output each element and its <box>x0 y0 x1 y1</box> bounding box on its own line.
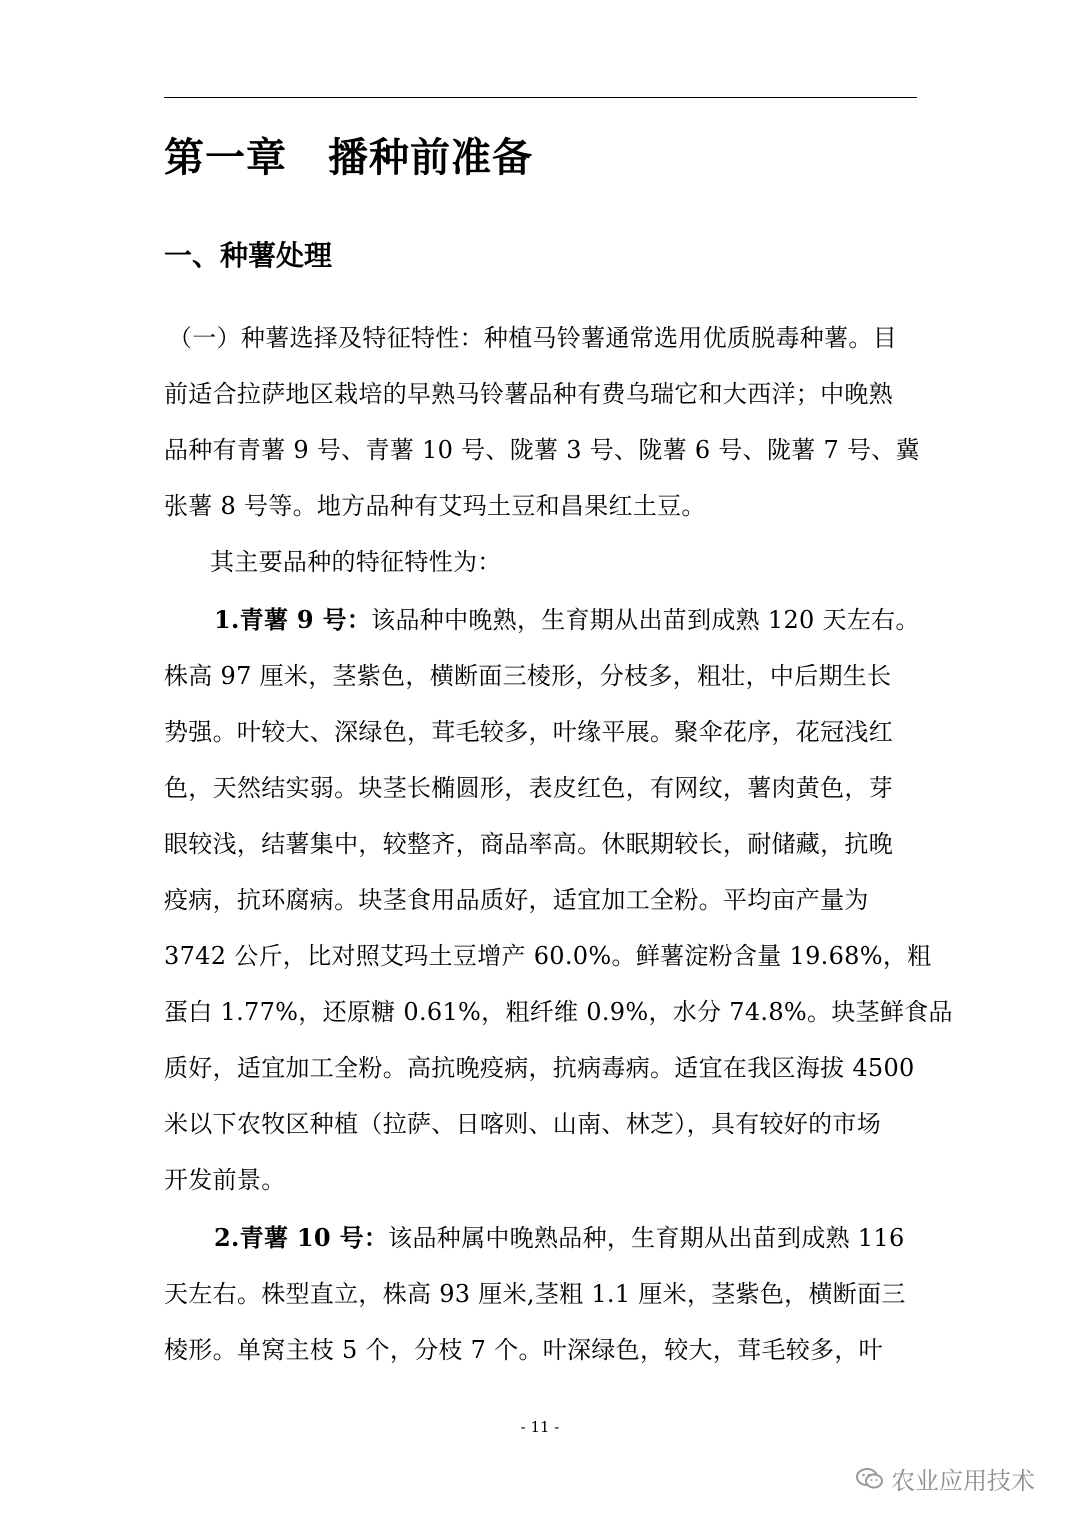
intro-line: （一）种薯选择及特征特性：种植马铃薯通常选用优质脱毒种薯。目 <box>168 324 897 352</box>
main-traits-line: 其主要品种的特征特性为： <box>210 548 502 576</box>
variety1-first-line <box>214 606 920 635</box>
intro-line: 前适合拉萨地区栽培的早熟马铃薯品种有费乌瑞它和大西洋；中晚熟 <box>164 380 893 408</box>
variety2-line: 棱形。单窝主枝 5 个，分枝 7 个。叶深绿色，较大，茸毛较多，叶 <box>164 1336 883 1364</box>
header-rule <box>164 97 917 98</box>
variety2-first-line-text: 该品种属中晚熟品种，生育期从出苗到成熟 116 <box>388 1224 905 1252</box>
variety1-heading: 1.青薯 9 号： <box>214 605 372 634</box>
page-number: - 11 - <box>520 1418 560 1436</box>
variety1-line: 疫病，抗环腐病。块茎食用品质好，适宜加工全粉。平均亩产量为 <box>164 886 869 914</box>
intro-line: 张薯 8 号等。地方品种有艾玛土豆和昌果红土豆。 <box>164 492 706 520</box>
variety1-line: 株高 97 厘米，茎紫色，横断面三棱形，分枝多，粗壮，中后期生长 <box>164 662 892 690</box>
variety1-first-line-text: 该品种中晚熟，生育期从出苗到成熟 120 天左右。 <box>371 606 920 634</box>
variety1-line: 蛋白 1.77%，还原糖 0.61%，粗纤维 0.9%，水分 74.8%。块茎鲜食品 <box>164 998 953 1026</box>
variety1-line: 3742 公斤，比对照艾玛土豆增产 60.0%。鲜薯淀粉含量 19.68%，粗 <box>164 942 932 970</box>
watermark-text: 农业应用技术 <box>891 1467 1035 1495</box>
variety1-line: 米以下农牧区种植（拉萨、日喀则、山南、林芝），具有较好的市场 <box>164 1110 881 1138</box>
variety2-line: 天左右。株型直立，株高 93 厘米,茎粗 1.1 厘米，茎紫色，横断面三 <box>164 1280 906 1308</box>
wechat-icon <box>855 1466 885 1492</box>
section-title: 一、种薯处理 <box>164 239 333 272</box>
variety2-heading: 2.青薯 10 号： <box>214 1223 389 1252</box>
watermark <box>855 1461 1035 1496</box>
variety1-line: 势强。叶较大、深绿色，茸毛较多，叶缘平展。聚伞花序，花冠浅红 <box>164 718 893 746</box>
chapter-title: 第一章 播种前准备 <box>164 134 533 181</box>
variety1-line: 开发前景。 <box>164 1166 286 1194</box>
variety1-line: 色，天然结实弱。块茎长椭圆形，表皮红色，有网纹，薯肉黄色，芽 <box>164 774 893 802</box>
variety1-line: 质好，适宜加工全粉。高抗晚疫病，抗病毒病。适宜在我区海拔 4500 <box>164 1054 915 1082</box>
variety1-line: 眼较浅，结薯集中，较整齐，商品率高。休眠期较长，耐储藏，抗晚 <box>164 830 893 858</box>
variety2-first-line <box>214 1224 905 1253</box>
intro-line: 品种有青薯 9 号、青薯 10 号、陇薯 3 号、陇薯 6 号、陇薯 7 号、冀 <box>164 436 920 464</box>
